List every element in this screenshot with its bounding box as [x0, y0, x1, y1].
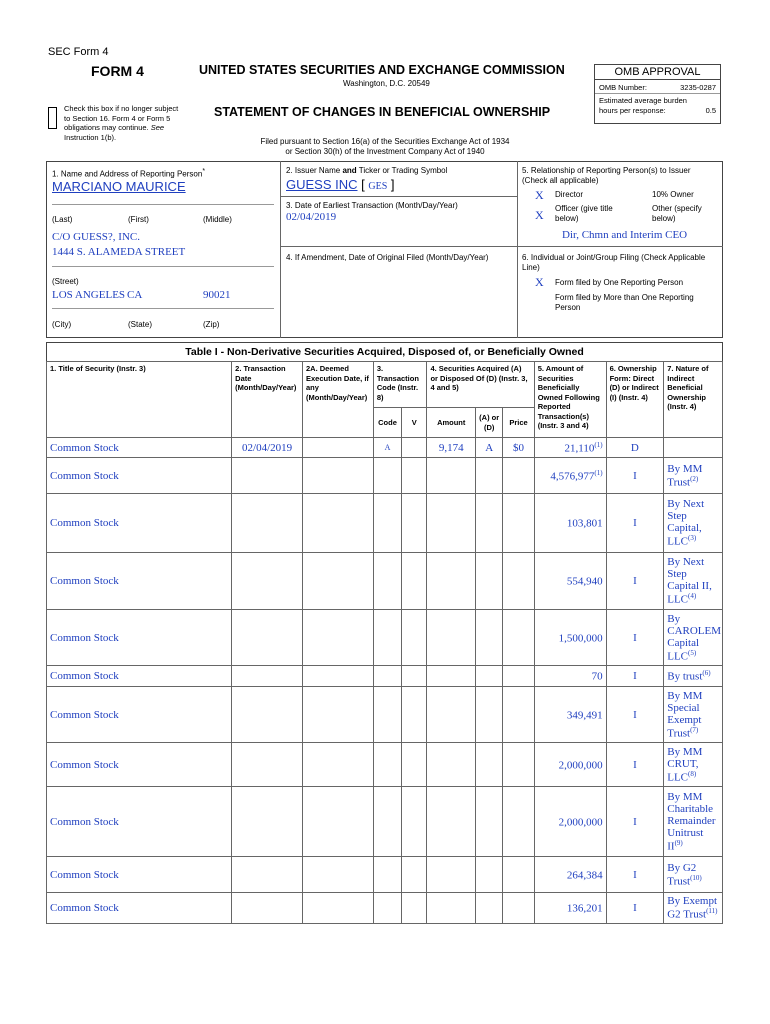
cell-form: I — [606, 666, 664, 687]
cell-price — [503, 494, 534, 553]
cell-empty — [303, 687, 374, 743]
cell-amount — [427, 458, 476, 494]
table1-title: Table I - Non-Derivative Securities Acquired, Disposed of, or Beneficially Owned — [185, 346, 584, 358]
cell-amount — [427, 687, 476, 743]
earliest-transaction-date: 02/04/2019 — [286, 211, 337, 223]
cell-price — [503, 687, 534, 743]
table-row — [47, 438, 723, 458]
cell-empty — [303, 494, 374, 553]
table-row — [47, 743, 723, 787]
cell-amount — [427, 494, 476, 553]
cell-amount — [427, 610, 476, 666]
cell-owned: 349,491 — [534, 687, 606, 743]
cell-empty — [402, 743, 427, 787]
cell-owned: 554,940 — [534, 553, 606, 610]
city-value: LOS ANGELES — [52, 289, 126, 301]
city-label: (City) — [52, 320, 72, 329]
cell-owned: 21,110$^{(1)}$ — [534, 438, 606, 458]
cell-aord — [476, 553, 503, 610]
state-value: CA — [127, 289, 143, 301]
col-code-header: 3. Transaction Code (Instr. 8) — [373, 362, 427, 408]
no-longer-subject-checkbox[interactable] — [48, 107, 57, 129]
cell-title: Common Stock — [47, 438, 232, 458]
form-title: FORM 4 — [91, 63, 144, 79]
cell-form: I — [606, 687, 664, 743]
cell-owned: 70 — [534, 666, 606, 687]
cell-amount — [427, 553, 476, 610]
cell-aord — [476, 610, 503, 666]
cell-title: Common Stock — [47, 687, 232, 743]
omb-title: OMB APPROVAL — [595, 65, 720, 80]
aord-subheader: (A) or (D) — [476, 408, 503, 438]
box2-label: 2. Issuer Name and Ticker or Trading Symbol — [286, 166, 448, 175]
table-row — [47, 857, 723, 893]
cell-date — [232, 743, 303, 787]
table-row — [47, 553, 723, 610]
table-row — [47, 666, 723, 687]
cell-form: I — [606, 553, 664, 610]
last-label: (Last) — [52, 215, 73, 224]
cell-owned: 1,500,000 — [534, 610, 606, 666]
cell-empty — [303, 787, 374, 857]
table-row — [47, 787, 723, 857]
cell-date: 02/04/2019 — [232, 438, 303, 458]
cell-form: I — [606, 610, 664, 666]
cell-amount — [427, 743, 476, 787]
cell-empty — [303, 893, 374, 924]
cell-price — [503, 553, 534, 610]
cell-empty — [303, 610, 374, 666]
multiple-persons-label: Form filed by More than One Reporting Person — [555, 293, 694, 312]
cell-code: A — [373, 438, 401, 458]
omb-burden-label: Estimated average burden — [599, 95, 687, 105]
cell-form: D — [606, 438, 664, 458]
cell-nature: By Exempt G2 Trust$^{(11)}$ — [664, 893, 723, 924]
sec-form-label: SEC Form 4 — [48, 46, 109, 58]
filed-pursuant: Filed pursuant to Section 16(a) of the Securities Exchange Act of 1934 or Section 30(h) of the Investment Company Act of 1940 — [260, 137, 510, 156]
officer-mark[interactable]: X — [535, 208, 544, 222]
cell-aord — [476, 687, 503, 743]
cell-empty — [402, 893, 427, 924]
cell-nature: By MM Trust$^{(2)}$ — [664, 458, 723, 494]
cell-empty — [303, 458, 374, 494]
first-label: (First) — [128, 215, 149, 224]
middle-label: (Middle) — [203, 215, 232, 224]
cell-title: Common Stock — [47, 743, 232, 787]
cell-amount: 9,174 — [427, 438, 476, 458]
cell-empty — [402, 458, 427, 494]
cell-nature: By MM Charitable Remainder Unitrust II$^{(9)}$ — [664, 787, 723, 857]
cell-empty — [402, 494, 427, 553]
cell-form: I — [606, 787, 664, 857]
cell-aord — [476, 787, 503, 857]
cell-aord — [476, 458, 503, 494]
cell-date — [232, 610, 303, 666]
officer-label: Officer (give title below) — [555, 204, 613, 223]
omb-approval-box — [594, 64, 721, 124]
col-owned-header: 5. Amount of Securities Beneficially Owned Following Reported Transaction(s) (Instr. 3 and 4) — [534, 362, 606, 438]
col-deemed-header: 2A. Deemed Execution Date, if any (Month/Day/Year) — [303, 362, 374, 438]
box3-label: 3. Date of Earliest Transaction (Month/Day/Year) — [286, 201, 458, 210]
box1-label: 1. Name and Address of Reporting Person* — [52, 168, 206, 179]
cell-empty — [303, 438, 374, 458]
cell-price — [503, 787, 534, 857]
cell-title: Common Stock — [47, 893, 232, 924]
cell-aord — [476, 666, 503, 687]
cell-aord — [476, 857, 503, 893]
col-form-header: 6. Ownership Form: Direct (D) or Indirect (I) (Instr. 4) — [606, 362, 664, 438]
amount-subheader: Amount — [427, 408, 476, 438]
cell-code — [373, 743, 401, 787]
cell-amount — [427, 787, 476, 857]
cell-nature: By MM Special Exempt Trust$^{(7)}$ — [664, 687, 723, 743]
zip-label: (Zip) — [203, 320, 220, 329]
table-row — [47, 610, 723, 666]
cell-empty — [402, 610, 427, 666]
reporting-person-name[interactable]: MARCIANO MAURICE — [52, 179, 186, 194]
cell-empty — [303, 743, 374, 787]
v-subheader: V — [402, 408, 427, 438]
cell-title: Common Stock — [47, 610, 232, 666]
cell-aord: A — [476, 438, 503, 458]
cell-empty — [402, 666, 427, 687]
cell-empty — [303, 666, 374, 687]
street-label: (Street) — [52, 277, 79, 286]
cell-date — [232, 458, 303, 494]
cell-owned: 264,384 — [534, 857, 606, 893]
cell-code — [373, 857, 401, 893]
code-subheader: Code — [373, 408, 401, 438]
cell-empty — [402, 687, 427, 743]
cell-title: Common Stock — [47, 494, 232, 553]
omb-hours-label: hours per response: — [599, 106, 666, 115]
cell-code — [373, 553, 401, 610]
cell-code — [373, 458, 401, 494]
cell-form: I — [606, 893, 664, 924]
address-line-1: C/O GUESS?, INC. — [52, 231, 141, 243]
one-person-mark[interactable]: X — [535, 275, 544, 289]
director-label: Director — [555, 190, 584, 199]
cell-nature: By MM CRUT, LLC$^{(8)}$ — [664, 743, 723, 787]
cell-code — [373, 610, 401, 666]
cell-date — [232, 787, 303, 857]
cell-nature: By CAROLEM Capital LLC$^{(5)}$ — [664, 610, 723, 666]
cell-owned: 4,576,977$^{(1)}$ — [534, 458, 606, 494]
cell-date — [232, 893, 303, 924]
cell-code — [373, 893, 401, 924]
cell-price — [503, 893, 534, 924]
cell-aord — [476, 893, 503, 924]
checkbox-instruction: Check this box if no longer subject to Section 16. Form 4 or Form 5 obligations may continue. See Instruction 1(b). — [64, 104, 179, 142]
officer-title: Dir, Chmn and Interim CEO — [562, 229, 688, 241]
cell-empty — [402, 787, 427, 857]
table1 — [46, 361, 723, 924]
cell-code — [373, 687, 401, 743]
cell-nature: By Next Step Capital II, LLC$^{(4)}$ — [664, 553, 723, 610]
cell-owned: 2,000,000 — [534, 787, 606, 857]
cell-empty — [402, 438, 427, 458]
cell-empty — [402, 553, 427, 610]
cell-date — [232, 553, 303, 610]
cell-empty — [402, 857, 427, 893]
cell-price: $0 — [503, 438, 534, 458]
omb-number-value: 3235-0287 — [680, 83, 716, 92]
omb-hours-value: 0.5 — [705, 106, 716, 115]
cell-empty — [303, 553, 374, 610]
cell-empty — [303, 857, 374, 893]
cell-code — [373, 494, 401, 553]
table1-title-bar — [46, 342, 723, 362]
cell-nature: By trust$^{(6)}$ — [664, 666, 723, 687]
commission-location: Washington, D.C. 20549 — [343, 79, 430, 88]
cell-code — [373, 787, 401, 857]
box5-label: 5. Relationship of Reporting Person(s) to Issuer (Check all applicable) — [522, 166, 691, 185]
cell-title: Common Stock — [47, 787, 232, 857]
issuer-name[interactable]: GUESS INC [ GES ] — [286, 177, 395, 192]
cell-owned: 136,201 — [534, 893, 606, 924]
cell-aord — [476, 494, 503, 553]
cell-date — [232, 494, 303, 553]
cell-date — [232, 687, 303, 743]
table-row — [47, 687, 723, 743]
cell-form: I — [606, 494, 664, 553]
col-nature-header: 7. Nature of Indirect Beneficial Ownership (Instr. 4) — [664, 362, 723, 438]
address-line-2: 1444 S. ALAMEDA STREET — [52, 246, 186, 258]
cell-nature: By Next Step Capital, LLC$^{(3)}$ — [664, 494, 723, 553]
cell-owned: 2,000,000 — [534, 743, 606, 787]
cell-price — [503, 610, 534, 666]
cell-price — [503, 666, 534, 687]
cell-title: Common Stock — [47, 857, 232, 893]
statement-title: STATEMENT OF CHANGES IN BENEFICIAL OWNERSHIP — [214, 105, 551, 119]
cell-price — [503, 857, 534, 893]
omb-number-label: OMB Number: — [599, 83, 647, 92]
table-row — [47, 458, 723, 494]
col-title-header: 1. Title of Security (Instr. 3) — [47, 362, 232, 438]
cell-amount — [427, 857, 476, 893]
col-acquired-header: 4. Securities Acquired (A) or Disposed Of (D) (Instr. 3, 4 and 5) — [427, 362, 534, 408]
cell-nature: By G2 Trust$^{(10)}$ — [664, 857, 723, 893]
other-label: Other (specify below) — [652, 204, 702, 223]
state-label: (State) — [128, 320, 153, 329]
cell-owned: 103,801 — [534, 494, 606, 553]
cell-form: I — [606, 743, 664, 787]
cell-date — [232, 857, 303, 893]
cell-amount — [427, 893, 476, 924]
cell-form: I — [606, 857, 664, 893]
cell-price — [503, 458, 534, 494]
table-row — [47, 893, 723, 924]
col-date-header: 2. Transaction Date (Month/Day/Year) — [232, 362, 303, 438]
cell-amount — [427, 666, 476, 687]
cell-title: Common Stock — [47, 553, 232, 610]
cell-title: Common Stock — [47, 458, 232, 494]
cell-form: I — [606, 458, 664, 494]
cell-aord — [476, 743, 503, 787]
cell-date — [232, 666, 303, 687]
one-person-label: Form filed by One Reporting Person — [555, 278, 684, 287]
box6-label: 6. Individual or Joint/Group Filing (Check Applicable Line) — [522, 253, 706, 272]
price-subheader: Price — [503, 408, 534, 438]
ten-percent-owner-label: 10% Owner — [652, 190, 694, 199]
commission-title: UNITED STATES SECURITIES AND EXCHANGE COMMISSION — [199, 63, 565, 77]
cell-nature — [664, 438, 723, 458]
director-mark[interactable]: X — [535, 188, 544, 202]
cell-code — [373, 666, 401, 687]
cell-title: Common Stock — [47, 666, 232, 687]
box4-label: 4. If Amendment, Date of Original Filed (Month/Day/Year) — [286, 253, 489, 262]
zip-value: 90021 — [203, 289, 231, 301]
cell-price — [503, 743, 534, 787]
table-row — [47, 494, 723, 553]
